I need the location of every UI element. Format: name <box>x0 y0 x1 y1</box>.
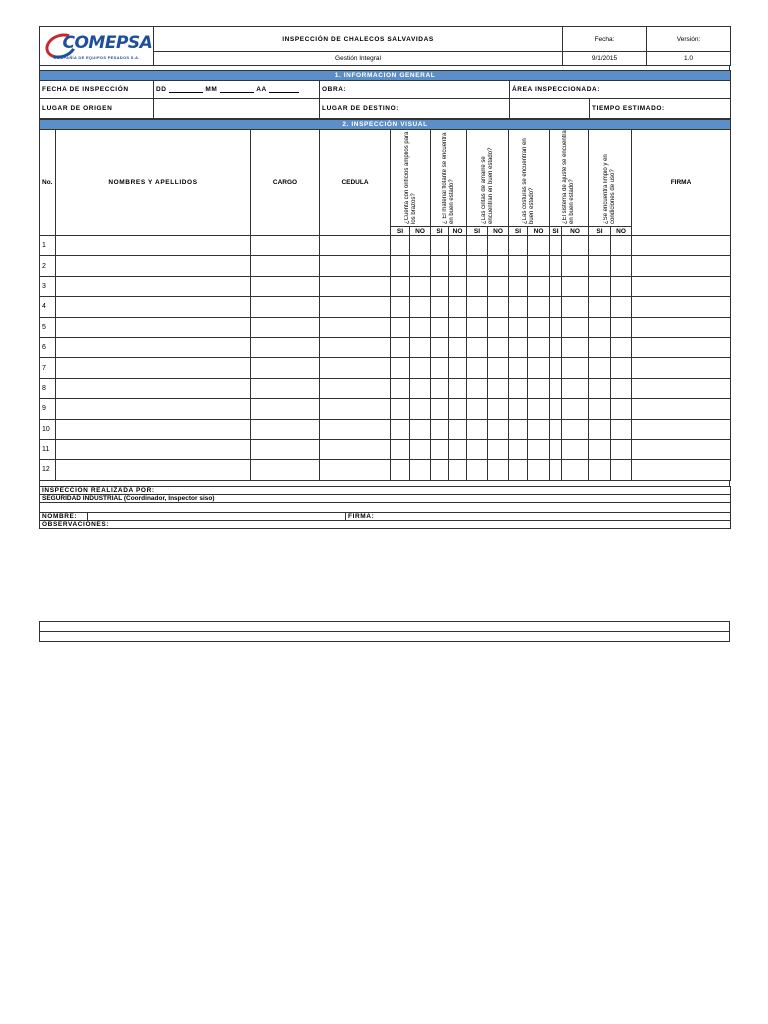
q4-no-cell[interactable] <box>528 297 550 317</box>
firma-cell[interactable] <box>632 419 731 439</box>
inspection-form <box>39 26 730 529</box>
q4-no-cell[interactable] <box>528 358 550 378</box>
q1-si-cell[interactable] <box>391 256 410 276</box>
q1-si-cell[interactable] <box>391 419 410 439</box>
mm-label: MM <box>205 86 218 93</box>
q5-si-cell[interactable] <box>550 419 562 439</box>
q6-si-cell[interactable] <box>589 399 611 419</box>
row-number: 3 <box>40 276 56 296</box>
q3-si-cell[interactable] <box>467 378 488 398</box>
table-row <box>40 256 731 276</box>
fecha-inspeccion-label: FECHA DE INSPECCIÓN <box>40 81 154 99</box>
q6-no-cell[interactable] <box>611 276 632 296</box>
q1-no-cell[interactable] <box>410 460 431 480</box>
inspection-rows <box>40 236 731 481</box>
nombres-cell[interactable] <box>56 419 251 439</box>
aa-field[interactable] <box>269 86 299 93</box>
q5-si-cell[interactable] <box>550 337 562 357</box>
q6-si-cell[interactable] <box>589 297 611 317</box>
cedula-cell[interactable] <box>320 378 391 398</box>
row-number: 4 <box>40 297 56 317</box>
q3-si-cell[interactable] <box>467 419 488 439</box>
cargo-cell[interactable] <box>251 460 320 480</box>
q6-si-cell[interactable] <box>589 337 611 357</box>
q2-si-cell[interactable] <box>431 419 449 439</box>
q1-no-cell[interactable] <box>410 399 431 419</box>
q3-no-cell[interactable] <box>488 256 509 276</box>
header-table <box>39 26 731 66</box>
cargo-cell[interactable] <box>251 378 320 398</box>
q2-no-cell[interactable] <box>449 337 467 357</box>
q4-no-cell[interactable] <box>528 439 550 459</box>
cargo-cell[interactable] <box>251 256 320 276</box>
firma-cell[interactable] <box>632 236 731 256</box>
logo-subtitle: COMPAÑÍA DE EQUIPOS PESADOS S.A. <box>53 55 140 60</box>
q1-si-cell[interactable] <box>391 337 410 357</box>
q2-si-cell[interactable] <box>431 256 449 276</box>
table-row <box>40 378 731 398</box>
q3-si-cell[interactable] <box>467 460 488 480</box>
q4-no-cell[interactable] <box>528 337 550 357</box>
cargo-cell[interactable] <box>251 419 320 439</box>
question-3-header <box>467 130 509 227</box>
q3-no-cell[interactable] <box>488 337 509 357</box>
q2-si-cell[interactable] <box>431 358 449 378</box>
q5-si-cell[interactable] <box>550 399 562 419</box>
nombres-cell[interactable] <box>56 358 251 378</box>
q5-no-cell[interactable] <box>562 399 589 419</box>
lugar-destino-field[interactable] <box>510 99 590 119</box>
q6-no-cell[interactable] <box>611 256 632 276</box>
q4-si-cell[interactable] <box>509 460 528 480</box>
q3-si-cell[interactable] <box>467 439 488 459</box>
q5-si-cell[interactable] <box>550 358 562 378</box>
cedula-cell[interactable] <box>320 297 391 317</box>
q5-no-cell[interactable] <box>562 378 589 398</box>
row-number: 10 <box>40 419 56 439</box>
q1-si-cell[interactable] <box>391 236 410 256</box>
q3-no-cell[interactable] <box>488 439 509 459</box>
q6-si-cell[interactable] <box>589 439 611 459</box>
cedula-cell[interactable] <box>320 276 391 296</box>
cedula-cell[interactable] <box>320 256 391 276</box>
q5-no-cell[interactable] <box>562 337 589 357</box>
bottom-box <box>39 621 730 642</box>
table-row <box>40 297 731 317</box>
q6-si-cell[interactable] <box>589 419 611 439</box>
q5-no-label: NO <box>562 227 589 236</box>
row-number: 7 <box>40 358 56 378</box>
table-row <box>40 337 731 357</box>
nombre-label: NOMBRE: <box>40 512 88 520</box>
table-row <box>40 317 731 337</box>
col-cargo-header: CARGO <box>251 130 320 236</box>
row-number: 11 <box>40 439 56 459</box>
nombres-cell[interactable] <box>56 337 251 357</box>
q4-si-cell[interactable] <box>509 419 528 439</box>
question-6-header <box>589 130 632 227</box>
q1-si-cell[interactable] <box>391 317 410 337</box>
q2-no-cell[interactable] <box>449 399 467 419</box>
logo-text: COMEPSA <box>62 33 153 53</box>
cedula-cell[interactable] <box>320 419 391 439</box>
q5-si-label: SI <box>550 227 562 236</box>
q1-si-cell[interactable] <box>391 297 410 317</box>
q4-no-cell[interactable] <box>528 378 550 398</box>
table-row <box>40 236 731 256</box>
q5-si-cell[interactable] <box>550 317 562 337</box>
document-title: INSPECCIÓN DE CHALECOS SALVAVIDAS <box>154 27 563 52</box>
q4-si-label: SI <box>509 227 528 236</box>
q3-si-label: SI <box>467 227 488 236</box>
row-number: 6 <box>40 337 56 357</box>
cargo-cell[interactable] <box>251 439 320 459</box>
nombres-cell[interactable] <box>56 460 251 480</box>
realizada-label: INSPECCIÓN REALIZADA POR: <box>40 486 731 494</box>
q3-no-cell[interactable] <box>488 358 509 378</box>
q2-no-cell[interactable] <box>449 236 467 256</box>
q1-si-cell[interactable] <box>391 378 410 398</box>
q5-no-cell[interactable] <box>562 297 589 317</box>
q1-si-cell[interactable] <box>391 276 410 296</box>
q5-no-cell[interactable] <box>562 256 589 276</box>
q4-no-cell[interactable] <box>528 256 550 276</box>
q3-no-label: NO <box>488 227 509 236</box>
company-logo <box>42 29 151 63</box>
firma-cell[interactable] <box>632 256 731 276</box>
seguridad-label: SEGURIDAD INDUSTRIAL (Coordinador, Inspector siso) <box>40 494 731 502</box>
q2-no-cell[interactable] <box>449 276 467 296</box>
q3-si-cell[interactable] <box>467 337 488 357</box>
q1-no-cell[interactable] <box>410 358 431 378</box>
firma-cell[interactable] <box>632 317 731 337</box>
q6-si-cell[interactable] <box>589 378 611 398</box>
col-no-header: No. <box>40 130 56 236</box>
footer-table <box>39 486 731 529</box>
q3-no-cell[interactable] <box>488 297 509 317</box>
q1-no-cell[interactable] <box>410 236 431 256</box>
q3-no-cell[interactable] <box>488 460 509 480</box>
q5-no-cell[interactable] <box>562 419 589 439</box>
table-row <box>40 460 731 480</box>
row-number: 1 <box>40 236 56 256</box>
col-nombres-header: NOMBRES Y APELLIDOS <box>56 130 251 236</box>
lugar-destino-label[interactable]: LUGAR DE DESTINO: <box>320 99 510 119</box>
q3-no-cell[interactable] <box>488 378 509 398</box>
cargo-cell[interactable] <box>251 317 320 337</box>
q6-no-cell[interactable] <box>611 297 632 317</box>
q6-no-cell[interactable] <box>611 439 632 459</box>
q2-si-cell[interactable] <box>431 276 449 296</box>
q5-no-cell[interactable] <box>562 236 589 256</box>
q3-no-cell[interactable] <box>488 419 509 439</box>
question-5-header <box>550 130 589 227</box>
q4-si-cell[interactable] <box>509 297 528 317</box>
q1-no-cell[interactable] <box>410 419 431 439</box>
row-number: 9 <box>40 399 56 419</box>
q6-no-cell[interactable] <box>611 419 632 439</box>
fecha-value: 9/1/2015 <box>563 52 647 66</box>
nombres-cell[interactable] <box>56 378 251 398</box>
q2-si-cell[interactable] <box>431 378 449 398</box>
cargo-cell[interactable] <box>251 236 320 256</box>
q5-si-cell[interactable] <box>550 297 562 317</box>
q3-si-cell[interactable] <box>467 399 488 419</box>
nombre-field[interactable] <box>88 512 346 520</box>
q5-no-cell[interactable] <box>562 317 589 337</box>
q3-si-cell[interactable] <box>467 236 488 256</box>
q6-no-cell[interactable] <box>611 337 632 357</box>
row-number: 5 <box>40 317 56 337</box>
firma-cell[interactable] <box>632 439 731 459</box>
q2-si-label: SI <box>431 227 449 236</box>
q3-si-cell[interactable] <box>467 297 488 317</box>
q1-si-cell[interactable] <box>391 399 410 419</box>
lugar-origen-label: LUGAR DE ORIGEN <box>40 99 154 119</box>
q1-no-cell[interactable] <box>410 256 431 276</box>
q3-si-cell[interactable] <box>467 276 488 296</box>
general-info-table <box>39 70 731 119</box>
nombres-cell[interactable] <box>56 297 251 317</box>
date-fields[interactable] <box>154 81 320 99</box>
q6-no-label: NO <box>611 227 632 236</box>
firma-cell[interactable] <box>632 276 731 296</box>
q4-si-cell[interactable] <box>509 399 528 419</box>
q4-si-cell[interactable] <box>509 378 528 398</box>
nombres-cell[interactable] <box>56 256 251 276</box>
q3-si-cell[interactable] <box>467 358 488 378</box>
q2-si-cell[interactable] <box>431 439 449 459</box>
q5-si-cell[interactable] <box>550 256 562 276</box>
tiempo-estimado-label[interactable]: TIEMPO ESTIMADO: <box>590 99 731 119</box>
table-row <box>40 419 731 439</box>
row-number: 12 <box>40 460 56 480</box>
q4-no-cell[interactable] <box>528 460 550 480</box>
q1-si-cell[interactable] <box>391 358 410 378</box>
q3-no-cell[interactable] <box>488 276 509 296</box>
q4-no-cell[interactable] <box>528 276 550 296</box>
q2-no-cell[interactable] <box>449 378 467 398</box>
bottom-box-row-1[interactable] <box>40 622 730 632</box>
version-label: Versión: <box>647 27 731 52</box>
col-cedula-header: CEDULA <box>320 130 391 236</box>
bottom-box-table <box>39 621 730 642</box>
q1-si-cell[interactable] <box>391 460 410 480</box>
q6-si-cell[interactable] <box>589 358 611 378</box>
q4-no-cell[interactable] <box>528 236 550 256</box>
question-1-text: ¿Cuenta con orificios amplios para los brazos? <box>403 131 417 224</box>
q6-no-cell[interactable] <box>611 317 632 337</box>
q1-no-cell[interactable] <box>410 337 431 357</box>
firma-label[interactable]: FIRMA: <box>346 512 731 520</box>
q6-si-cell[interactable] <box>589 236 611 256</box>
q4-si-cell[interactable] <box>509 337 528 357</box>
firma-cell[interactable] <box>632 460 731 480</box>
question-2-text: ¿ El material flotante se encuentra en buen estado? <box>441 132 455 224</box>
q2-si-cell[interactable] <box>431 460 449 480</box>
q1-no-label: NO <box>410 227 431 236</box>
table-row <box>40 399 731 419</box>
q3-no-cell[interactable] <box>488 317 509 337</box>
q4-no-cell[interactable] <box>528 419 550 439</box>
q5-si-cell[interactable] <box>550 236 562 256</box>
nombres-cell[interactable] <box>56 276 251 296</box>
document-subtitle: Gestión Integral <box>154 52 563 66</box>
col-firma-header: FIRMA <box>632 130 731 236</box>
firma-cell[interactable] <box>632 337 731 357</box>
q5-no-cell[interactable] <box>562 439 589 459</box>
table-row <box>40 439 731 459</box>
q2-no-cell[interactable] <box>449 297 467 317</box>
table-row <box>40 358 731 378</box>
dd-label: DD <box>156 86 167 93</box>
table-row <box>40 276 731 296</box>
q6-no-cell[interactable] <box>611 358 632 378</box>
q4-si-cell[interactable] <box>509 256 528 276</box>
cargo-cell[interactable] <box>251 358 320 378</box>
dd-field[interactable] <box>169 86 203 93</box>
mm-field[interactable] <box>220 86 254 93</box>
question-4-text: ¿Las costuras se encuentran en buen estado? <box>522 138 535 224</box>
q4-si-cell[interactable] <box>509 276 528 296</box>
q2-si-cell[interactable] <box>431 297 449 317</box>
q2-si-cell[interactable] <box>431 317 449 337</box>
cedula-cell[interactable] <box>320 358 391 378</box>
question-4-header <box>509 130 550 227</box>
lugar-origen-field[interactable] <box>154 99 320 119</box>
observaciones-label[interactable]: OBSERVACIONES: <box>40 520 731 528</box>
q2-no-cell[interactable] <box>449 358 467 378</box>
obra-label[interactable]: OBRA: <box>320 81 510 99</box>
q3-no-cell[interactable] <box>488 399 509 419</box>
q6-no-cell[interactable] <box>611 236 632 256</box>
visual-inspection-table <box>39 119 731 481</box>
nombres-cell[interactable] <box>56 439 251 459</box>
row-number: 2 <box>40 256 56 276</box>
q6-si-label: SI <box>589 227 611 236</box>
q6-si-cell[interactable] <box>589 460 611 480</box>
q5-si-cell[interactable] <box>550 378 562 398</box>
cargo-cell[interactable] <box>251 276 320 296</box>
q4-no-label: NO <box>528 227 550 236</box>
aa-label: AA <box>256 86 267 93</box>
q4-no-cell[interactable] <box>528 317 550 337</box>
logo-cell <box>40 27 154 66</box>
question-6-text: ¿Se encuentra limpio y en condiciones de uso? <box>603 154 616 224</box>
cedula-cell[interactable] <box>320 317 391 337</box>
q4-si-cell[interactable] <box>509 236 528 256</box>
q2-si-cell[interactable] <box>431 399 449 419</box>
cedula-cell[interactable] <box>320 439 391 459</box>
bottom-box-row-2[interactable] <box>40 632 730 642</box>
footer-blank-row <box>40 502 731 512</box>
firma-cell[interactable] <box>632 399 731 419</box>
q2-no-cell[interactable] <box>449 317 467 337</box>
firma-cell[interactable] <box>632 378 731 398</box>
cargo-cell[interactable] <box>251 399 320 419</box>
firma-cell[interactable] <box>632 358 731 378</box>
q5-si-cell[interactable] <box>550 276 562 296</box>
cedula-cell[interactable] <box>320 236 391 256</box>
q2-no-cell[interactable] <box>449 419 467 439</box>
q1-si-label: SI <box>391 227 410 236</box>
q5-no-cell[interactable] <box>562 276 589 296</box>
q6-si-cell[interactable] <box>589 317 611 337</box>
q6-no-cell[interactable] <box>611 399 632 419</box>
q1-no-cell[interactable] <box>410 378 431 398</box>
section-general-info-header: 1. INFORMACION GENERAL <box>40 71 731 81</box>
q3-si-cell[interactable] <box>467 256 488 276</box>
q2-no-cell[interactable] <box>449 460 467 480</box>
question-2-header <box>431 130 467 227</box>
q4-si-cell[interactable] <box>509 358 528 378</box>
question-3-text: ¿Las cintas de amarre se encuentran en buen estado? <box>480 147 494 224</box>
q1-no-cell[interactable] <box>410 317 431 337</box>
q1-no-cell[interactable] <box>410 276 431 296</box>
q6-no-cell[interactable] <box>611 378 632 398</box>
q6-si-cell[interactable] <box>589 276 611 296</box>
q5-si-cell[interactable] <box>550 460 562 480</box>
q1-no-cell[interactable] <box>410 297 431 317</box>
q4-si-cell[interactable] <box>509 317 528 337</box>
q6-no-cell[interactable] <box>611 460 632 480</box>
q2-no-label: NO <box>449 227 467 236</box>
cedula-cell[interactable] <box>320 460 391 480</box>
cedula-cell[interactable] <box>320 399 391 419</box>
q1-si-cell[interactable] <box>391 439 410 459</box>
q1-no-cell[interactable] <box>410 439 431 459</box>
q5-si-cell[interactable] <box>550 439 562 459</box>
q2-no-cell[interactable] <box>449 256 467 276</box>
nombres-cell[interactable] <box>56 236 251 256</box>
q5-no-cell[interactable] <box>562 460 589 480</box>
q2-no-cell[interactable] <box>449 439 467 459</box>
question-1-header <box>391 130 431 227</box>
q3-no-cell[interactable] <box>488 236 509 256</box>
q2-si-cell[interactable] <box>431 337 449 357</box>
cargo-cell[interactable] <box>251 297 320 317</box>
q2-si-cell[interactable] <box>431 236 449 256</box>
area-label[interactable]: ÁREA INSPECCIONADA: <box>510 81 731 99</box>
q6-si-cell[interactable] <box>589 256 611 276</box>
question-5-text: ¿El sistema de ajuste se encuentra en buen estado? <box>562 130 575 224</box>
version-value: 1.0 <box>647 52 731 66</box>
cargo-cell[interactable] <box>251 337 320 357</box>
fecha-label: Fecha: <box>563 27 647 52</box>
q5-no-cell[interactable] <box>562 358 589 378</box>
section-visual-inspection-header: 2. INSPECCIÓN VISUAL <box>40 120 731 130</box>
q4-si-cell[interactable] <box>509 439 528 459</box>
q3-si-cell[interactable] <box>467 317 488 337</box>
nombres-cell[interactable] <box>56 399 251 419</box>
row-number: 8 <box>40 378 56 398</box>
q4-no-cell[interactable] <box>528 399 550 419</box>
nombres-cell[interactable] <box>56 317 251 337</box>
cedula-cell[interactable] <box>320 337 391 357</box>
firma-cell[interactable] <box>632 297 731 317</box>
